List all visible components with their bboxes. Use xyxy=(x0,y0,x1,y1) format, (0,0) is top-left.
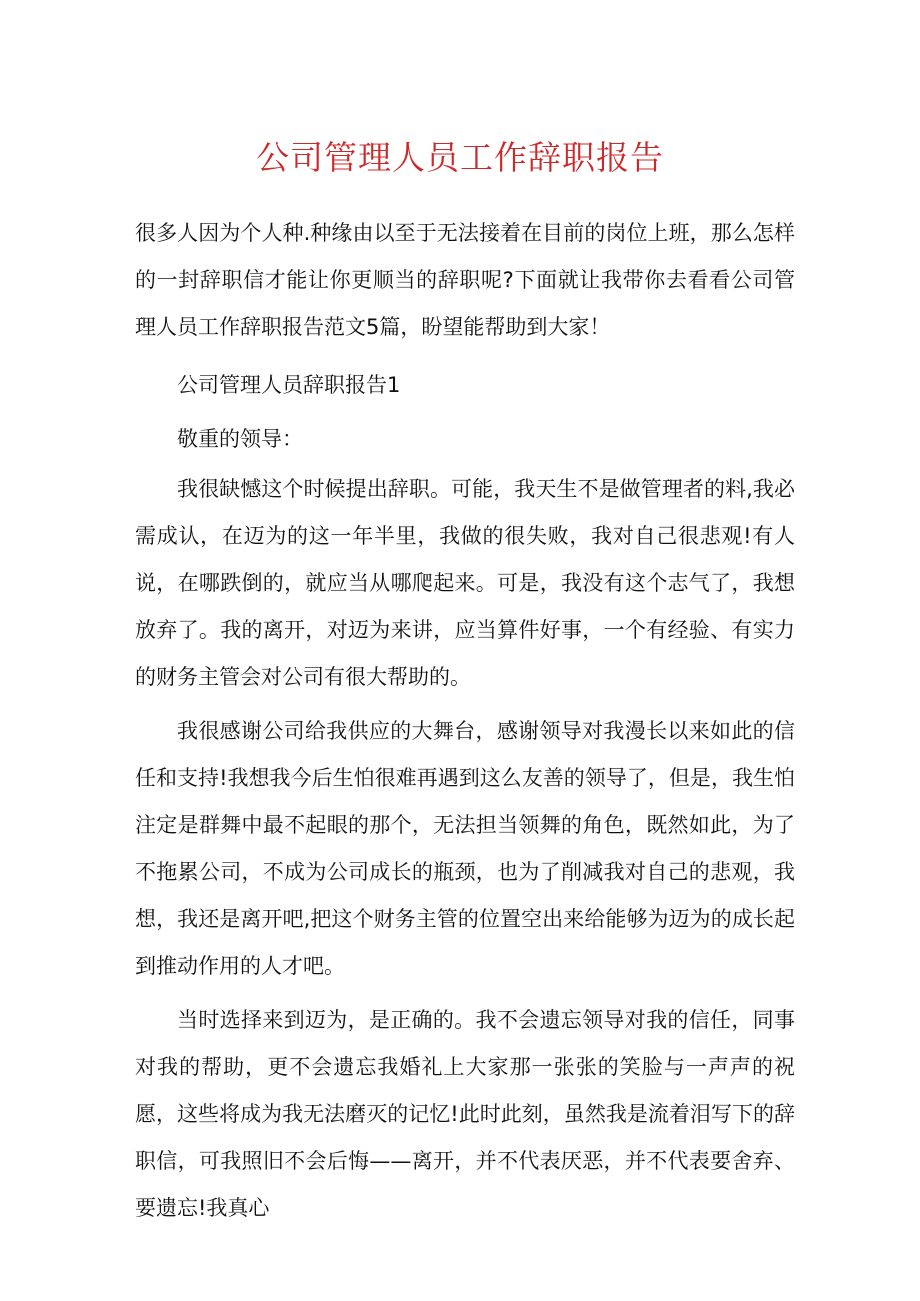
document-body xyxy=(135,210,795,1232)
body-paragraph-3: 当时选择来到迈为，是正确的。我不会遗忘领导对我的信任，同事对我的帮助，更不会遗忘我婚礼上大家那一张张的笑脸与一声声的祝愿，这些将成为我无法磨灭的记忆!此时此刻，虽然我是流着泪写下的辞职信，可我照旧不会后悔——离开，并不代表厌恶，并不代表要舍弃、要遗忘!我真心 xyxy=(135,1008,795,1220)
body-paragraph-2: 我很感谢公司给我供应的大舞台，感谢领导对我漫长以来如此的信任和支持!我想我今后生怕很难再遇到这么友善的领导了，但是，我生怕注定是群舞中最不起眼的那个，无法担当领舞的角色，既然如此，为了不拖累公司，不成为公司成长的瓶颈，也为了削减我对自己的悲观，我想，我还是离开吧,把这个财务主管的位置空出来给能够为迈为的成长起到推动作用的人才吧。 xyxy=(135,719,795,978)
section-heading: 公司管理人员辞职报告1 xyxy=(177,373,401,397)
salutation: 敬重的领导： xyxy=(177,427,303,451)
body-paragraph-1: 我很缺憾这个时候提出辞职。可能，我天生不是做管理者的料,我必需成认，在迈为的这一年半里，我做的很失败，我对自己很悲观!有人说，在哪跌倒的，就应当从哪爬起来。可是，我没有这个志气了，我想放弃了。我的离开，对迈为来讲，应当算件好事，一个有经验、有实力的财务主管会对公司有很大帮助的。 xyxy=(135,477,795,689)
intro-paragraph: 很多人因为个人种.种缘由以至于无法接着在目前的岗位上班，那么怎样的一封辞职信才能让你更顺当的辞职呢?下面就让我带你去看看公司管理人员工作辞职报告范文5篇，盼望能帮助到大家！ xyxy=(135,221,795,339)
document-title: 公司管理人员工作辞职报告 xyxy=(256,138,664,177)
